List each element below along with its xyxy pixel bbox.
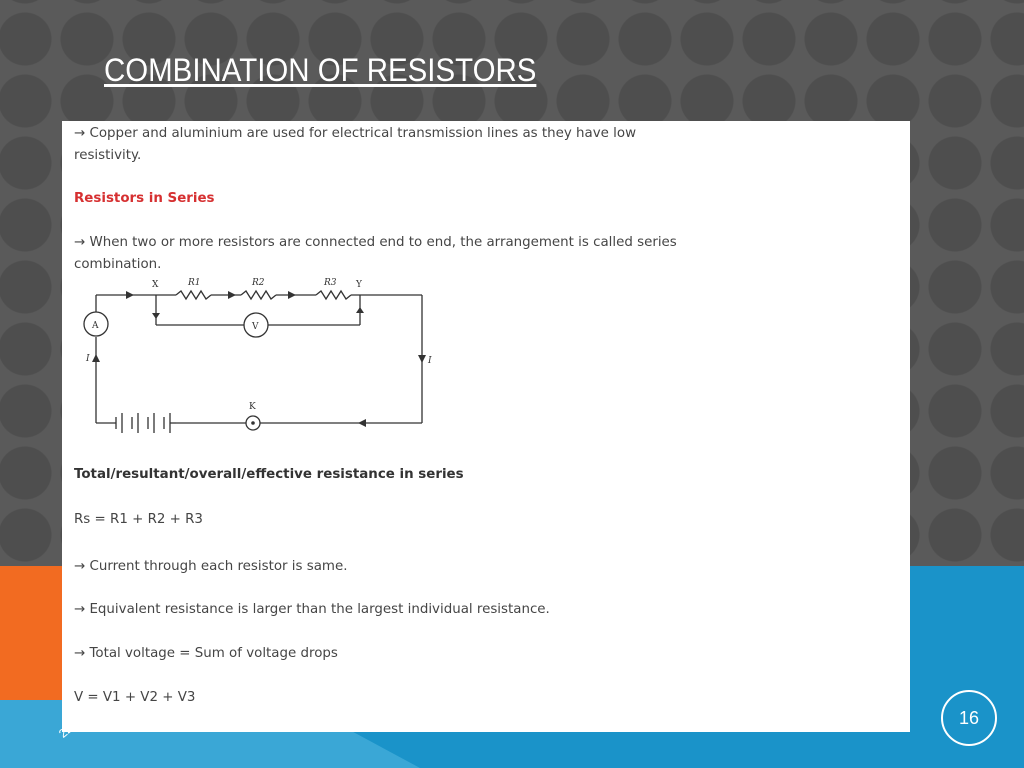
- key-label: K: [249, 402, 256, 412]
- node-x-label: X: [152, 280, 159, 290]
- voltage-formula: V = V1 + V2 + V3: [74, 690, 196, 705]
- slide-title: COMBINATION OF RESISTORS: [104, 52, 537, 88]
- intro-text: → Copper and aluminium are used for electrical transmission lines as they have low: [74, 126, 637, 141]
- series-circuit-diagram: [76, 277, 436, 437]
- content-image: [62, 121, 910, 732]
- r1-label: R1: [188, 278, 201, 288]
- series-definition: → When two or more resistors are connected end to end, the arrangement is called series: [74, 235, 677, 250]
- side-number: 22: [56, 721, 76, 741]
- ammeter-label: A: [92, 321, 99, 331]
- point-equivalent: → Equivalent resistance is larger than the largest individual resistance.: [74, 602, 550, 617]
- intro-text-cont: resistivity.: [74, 148, 142, 163]
- point-current: → Current through each resistor is same.: [74, 559, 348, 574]
- current-right-label: I: [428, 356, 432, 366]
- r3-label: R3: [324, 278, 337, 288]
- series-heading: Resistors in Series: [74, 191, 215, 206]
- page-number-badge: 16: [941, 690, 997, 746]
- series-formula: Rs = R1 + R2 + R3: [74, 512, 203, 527]
- series-definition-cont: combination.: [74, 257, 162, 272]
- voltmeter-label: V: [252, 322, 259, 332]
- r2-label: R2: [252, 278, 265, 288]
- current-left-label: I: [86, 354, 90, 364]
- resultant-heading: Total/resultant/overall/effective resistance in series: [74, 467, 464, 482]
- point-voltage: → Total voltage = Sum of voltage drops: [74, 646, 338, 661]
- node-y-label: Y: [356, 280, 362, 290]
